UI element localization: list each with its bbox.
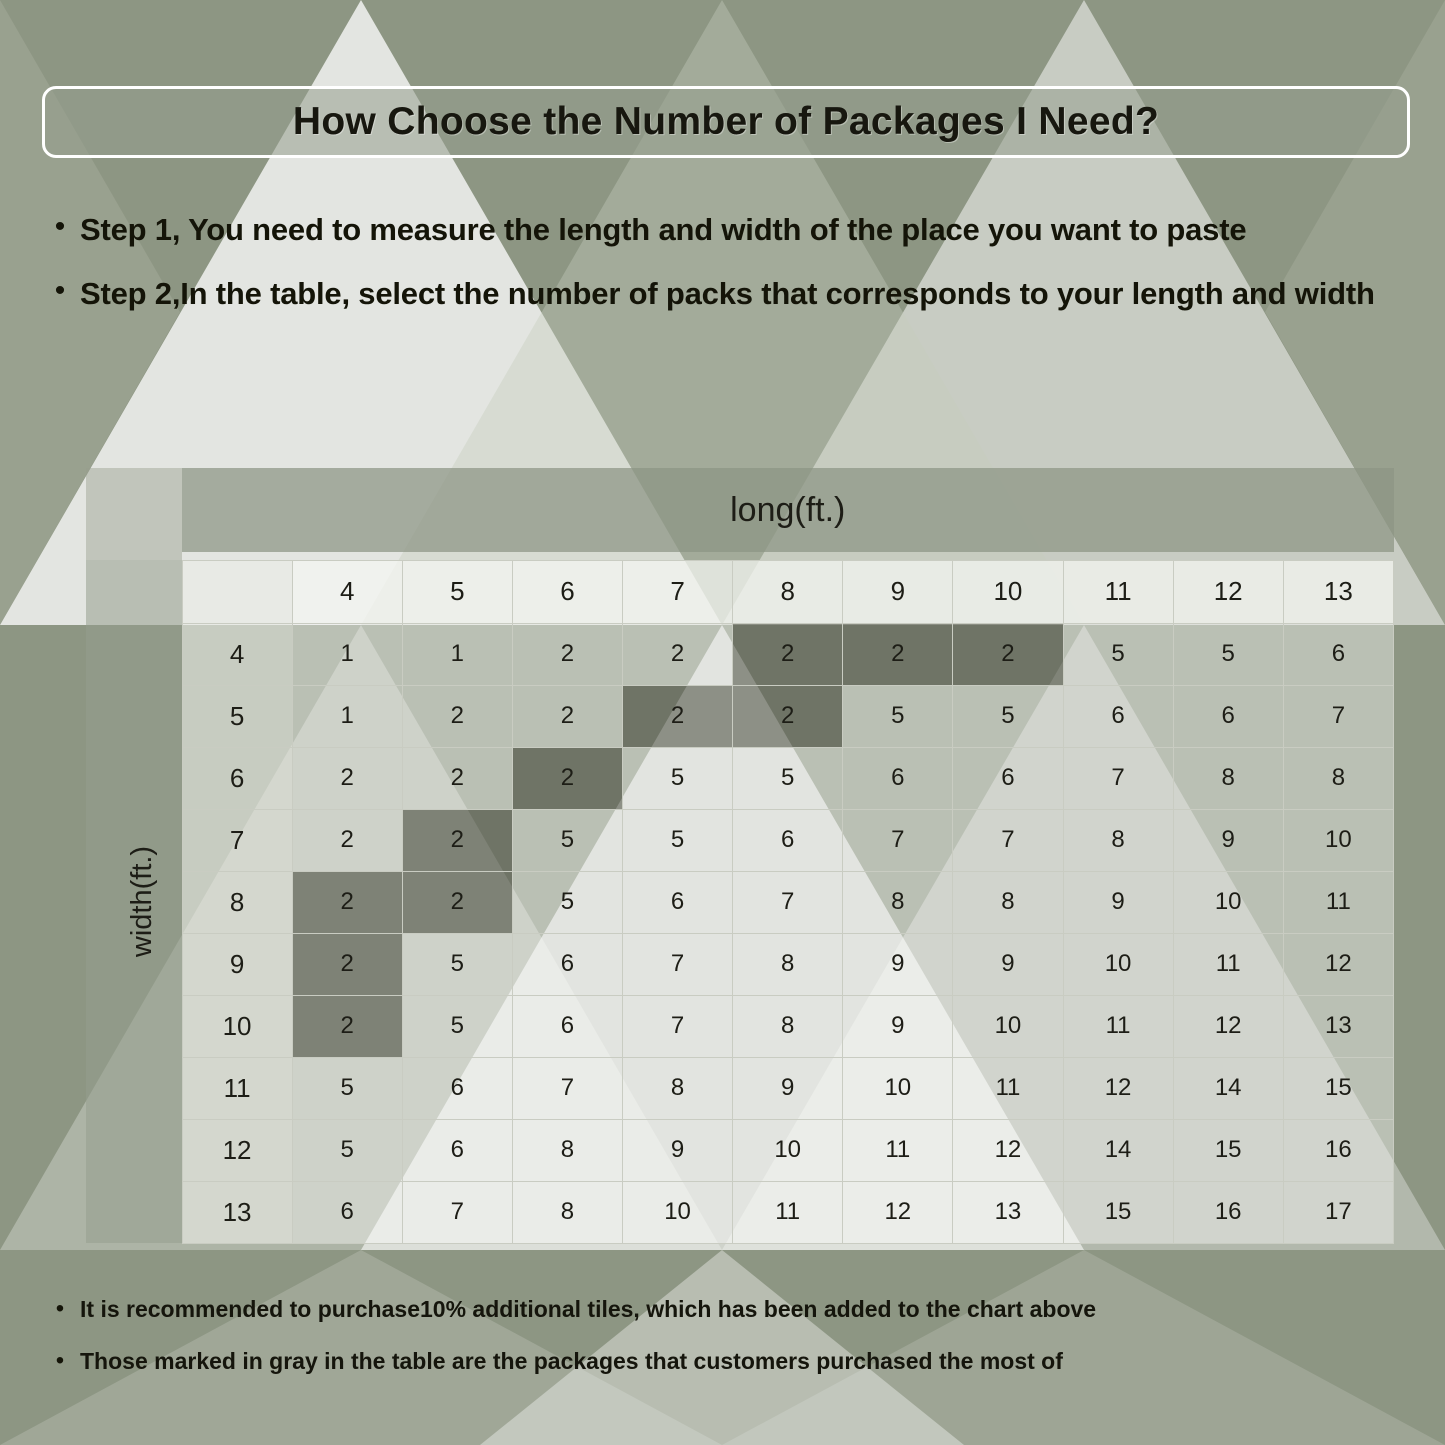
package-cell[interactable]: 11 bbox=[953, 1057, 1063, 1119]
package-cell[interactable]: 2 bbox=[402, 685, 512, 747]
package-cell[interactable]: 6 bbox=[953, 747, 1063, 809]
package-cell[interactable]: 1 bbox=[292, 685, 402, 747]
package-cell[interactable]: 13 bbox=[953, 1181, 1063, 1243]
package-cell[interactable]: 6 bbox=[512, 995, 622, 1057]
page-title: How Choose the Number of Packages I Need? bbox=[292, 100, 1160, 143]
package-cell[interactable]: 15 bbox=[1283, 1057, 1393, 1119]
title-banner bbox=[42, 86, 1410, 158]
package-cell[interactable]: 8 bbox=[733, 995, 843, 1057]
table-row bbox=[86, 1181, 1394, 1243]
row-label-8: 8 bbox=[182, 871, 292, 933]
package-cell[interactable]: 9 bbox=[1063, 871, 1173, 933]
package-cell[interactable]: 7 bbox=[733, 871, 843, 933]
package-cell[interactable]: 5 bbox=[512, 809, 622, 871]
package-cell[interactable]: 5 bbox=[953, 685, 1063, 747]
table-row bbox=[86, 933, 1394, 995]
package-cell[interactable]: 2 bbox=[292, 747, 402, 809]
table-header-row bbox=[86, 468, 1394, 552]
table-row bbox=[86, 685, 1394, 747]
note-item bbox=[40, 1344, 1440, 1378]
package-cell[interactable]: 16 bbox=[1283, 1119, 1393, 1181]
package-cell[interactable]: 7 bbox=[623, 995, 733, 1057]
package-cell[interactable]: 9 bbox=[953, 933, 1063, 995]
row-label-12: 12 bbox=[182, 1119, 292, 1181]
package-cell[interactable]: 10 bbox=[1283, 809, 1393, 871]
package-cell[interactable]: 11 bbox=[733, 1181, 843, 1243]
packages-table bbox=[86, 468, 1394, 1244]
table-column-labels bbox=[86, 560, 1394, 623]
column-label-10: 10 bbox=[953, 560, 1063, 623]
package-cell[interactable]: 6 bbox=[1173, 685, 1283, 747]
column-label-9: 9 bbox=[843, 560, 953, 623]
package-cell[interactable]: 6 bbox=[1283, 623, 1393, 685]
package-cell[interactable]: 13 bbox=[1283, 995, 1393, 1057]
row-label-6: 6 bbox=[182, 747, 292, 809]
footer-notes bbox=[40, 1292, 1440, 1396]
bullet-icon: • bbox=[54, 274, 66, 307]
package-cell[interactable]: 8 bbox=[512, 1119, 622, 1181]
package-cell[interactable]: 6 bbox=[623, 871, 733, 933]
package-cell[interactable]: 5 bbox=[623, 747, 733, 809]
package-cell[interactable]: 7 bbox=[1283, 685, 1393, 747]
package-cell[interactable]: 5 bbox=[843, 685, 953, 747]
package-cell[interactable]: 2 bbox=[292, 809, 402, 871]
package-cell[interactable]: 6 bbox=[402, 1119, 512, 1181]
package-cell[interactable]: 2 bbox=[512, 747, 622, 809]
package-cell[interactable]: 2 bbox=[843, 623, 953, 685]
bullet-icon: • bbox=[55, 1347, 65, 1374]
row-label-11: 11 bbox=[182, 1057, 292, 1119]
package-cell[interactable]: 10 bbox=[953, 995, 1063, 1057]
package-cell[interactable]: 7 bbox=[512, 1057, 622, 1119]
package-cell[interactable]: 10 bbox=[1063, 933, 1173, 995]
package-cell[interactable]: 2 bbox=[402, 809, 512, 871]
package-cell[interactable]: 6 bbox=[843, 747, 953, 809]
step-item bbox=[40, 205, 1430, 255]
width-axis-header: width(ft.) bbox=[86, 560, 182, 1243]
package-cell[interactable]: 10 bbox=[1173, 871, 1283, 933]
package-cell[interactable]: 8 bbox=[512, 1181, 622, 1243]
note-1-text: It is recommended to purchase10% additional tiles, which has been added to the chart above bbox=[80, 1296, 1097, 1322]
package-cell[interactable]: 6 bbox=[402, 1057, 512, 1119]
package-cell[interactable]: 8 bbox=[843, 871, 953, 933]
steps-list bbox=[40, 205, 1430, 333]
package-cell[interactable]: 12 bbox=[1063, 1057, 1173, 1119]
column-label-11: 11 bbox=[1063, 560, 1173, 623]
package-cell[interactable]: 5 bbox=[623, 809, 733, 871]
table-row bbox=[86, 995, 1394, 1057]
table-row bbox=[86, 1057, 1394, 1119]
package-cell[interactable]: 11 bbox=[1173, 933, 1283, 995]
package-cell[interactable]: 8 bbox=[953, 871, 1063, 933]
package-cell[interactable]: 7 bbox=[843, 809, 953, 871]
table-spacer-row bbox=[86, 552, 1394, 560]
package-cell[interactable]: 9 bbox=[623, 1119, 733, 1181]
package-cell[interactable]: 10 bbox=[843, 1057, 953, 1119]
package-cell[interactable]: 12 bbox=[1173, 995, 1283, 1057]
package-cell[interactable]: 5 bbox=[292, 1119, 402, 1181]
package-cell[interactable]: 14 bbox=[1173, 1057, 1283, 1119]
table-row bbox=[86, 871, 1394, 933]
package-cell[interactable]: 2 bbox=[623, 623, 733, 685]
note-2-text: Those marked in gray in the table are the packages that customers purchased the most of bbox=[80, 1348, 1063, 1374]
column-label-6: 6 bbox=[512, 560, 622, 623]
table-row bbox=[86, 1119, 1394, 1181]
package-cell[interactable]: 2 bbox=[512, 685, 622, 747]
package-cell[interactable]: 5 bbox=[733, 747, 843, 809]
package-cell[interactable]: 5 bbox=[512, 871, 622, 933]
package-cell[interactable]: 5 bbox=[292, 1057, 402, 1119]
package-cell[interactable]: 2 bbox=[292, 933, 402, 995]
row-label-4: 4 bbox=[182, 623, 292, 685]
package-cell[interactable]: 8 bbox=[733, 933, 843, 995]
package-cell[interactable]: 10 bbox=[623, 1181, 733, 1243]
column-label-5: 5 bbox=[402, 560, 512, 623]
package-cell[interactable]: 5 bbox=[1063, 623, 1173, 685]
package-cell[interactable]: 16 bbox=[1173, 1181, 1283, 1243]
long-axis-header: long(ft.) bbox=[182, 468, 1394, 552]
package-cell[interactable]: 2 bbox=[402, 747, 512, 809]
column-label-7: 7 bbox=[623, 560, 733, 623]
package-cell[interactable]: 8 bbox=[623, 1057, 733, 1119]
package-cell[interactable]: 8 bbox=[1173, 747, 1283, 809]
package-cell[interactable]: 1 bbox=[292, 623, 402, 685]
package-cell[interactable]: 15 bbox=[1173, 1119, 1283, 1181]
package-cell[interactable]: 6 bbox=[1063, 685, 1173, 747]
package-cell[interactable]: 6 bbox=[733, 809, 843, 871]
table-corner-cell bbox=[182, 560, 292, 623]
bullet-icon: • bbox=[55, 1295, 65, 1322]
bullet-icon: • bbox=[54, 210, 66, 243]
note-item bbox=[40, 1292, 1440, 1326]
row-label-13: 13 bbox=[182, 1181, 292, 1243]
package-cell[interactable]: 2 bbox=[292, 871, 402, 933]
table-corner-blank bbox=[86, 468, 182, 560]
row-label-10: 10 bbox=[182, 995, 292, 1057]
package-cell[interactable]: 7 bbox=[953, 809, 1063, 871]
package-cell[interactable]: 5 bbox=[402, 995, 512, 1057]
step-item bbox=[40, 269, 1430, 319]
package-cell[interactable]: 12 bbox=[953, 1119, 1063, 1181]
package-cell[interactable]: 10 bbox=[733, 1119, 843, 1181]
package-cell[interactable]: 9 bbox=[1173, 809, 1283, 871]
package-cell[interactable]: 15 bbox=[1063, 1181, 1173, 1243]
package-cell[interactable]: 9 bbox=[843, 995, 953, 1057]
column-label-8: 8 bbox=[733, 560, 843, 623]
package-cell[interactable]: 2 bbox=[623, 685, 733, 747]
package-cell[interactable]: 2 bbox=[512, 623, 622, 685]
table-row bbox=[86, 623, 1394, 685]
package-cell[interactable]: 17 bbox=[1283, 1181, 1393, 1243]
package-cell[interactable]: 2 bbox=[402, 871, 512, 933]
package-cell[interactable]: 7 bbox=[402, 1181, 512, 1243]
row-label-9: 9 bbox=[182, 933, 292, 995]
column-label-13: 13 bbox=[1283, 560, 1393, 623]
package-cell[interactable]: 7 bbox=[1063, 747, 1173, 809]
table-row bbox=[86, 747, 1394, 809]
package-cell[interactable]: 8 bbox=[1063, 809, 1173, 871]
package-cell[interactable]: 6 bbox=[292, 1181, 402, 1243]
step-1-text: Step 1, You need to measure the length and width of the place you want to paste bbox=[80, 212, 1247, 247]
package-cell[interactable]: 12 bbox=[1283, 933, 1393, 995]
package-cell[interactable]: 2 bbox=[292, 995, 402, 1057]
package-cell[interactable]: 14 bbox=[1063, 1119, 1173, 1181]
packages-table-wrapper bbox=[86, 468, 1394, 1243]
package-cell[interactable]: 6 bbox=[512, 933, 622, 995]
column-label-4: 4 bbox=[292, 560, 402, 623]
row-label-5: 5 bbox=[182, 685, 292, 747]
package-cell[interactable]: 2 bbox=[733, 623, 843, 685]
step-2-text: Step 2,In the table, select the number of packs that corresponds to your length and width bbox=[80, 276, 1375, 311]
package-cell[interactable]: 9 bbox=[733, 1057, 843, 1119]
package-cell[interactable]: 11 bbox=[1063, 995, 1173, 1057]
column-label-12: 12 bbox=[1173, 560, 1283, 623]
row-label-7: 7 bbox=[182, 809, 292, 871]
package-cell[interactable]: 11 bbox=[1283, 871, 1393, 933]
package-cell[interactable]: 11 bbox=[843, 1119, 953, 1181]
table-row bbox=[86, 809, 1394, 871]
package-cell[interactable]: 5 bbox=[1173, 623, 1283, 685]
package-cell[interactable]: 2 bbox=[733, 685, 843, 747]
package-cell[interactable]: 1 bbox=[402, 623, 512, 685]
package-cell[interactable]: 9 bbox=[843, 933, 953, 995]
package-cell[interactable]: 2 bbox=[953, 623, 1063, 685]
package-cell[interactable]: 8 bbox=[1283, 747, 1393, 809]
package-cell[interactable]: 7 bbox=[623, 933, 733, 995]
package-cell[interactable]: 12 bbox=[843, 1181, 953, 1243]
package-cell[interactable]: 5 bbox=[402, 933, 512, 995]
